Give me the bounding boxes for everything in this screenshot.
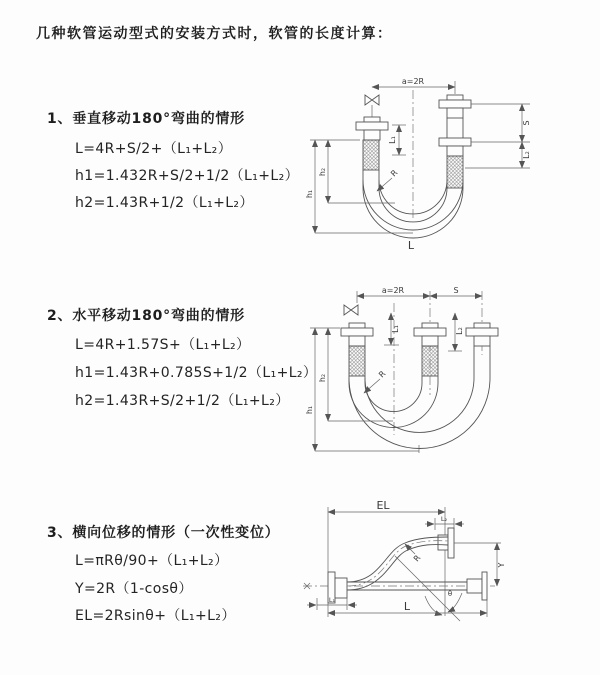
dim-l1-label: L₁ bbox=[388, 136, 397, 144]
section-2-formula-L: L=4R+1.57S+（L₁+L₂） bbox=[75, 337, 251, 353]
dim-r-label: R bbox=[411, 553, 423, 564]
diagram-lateral-displacement bbox=[295, 498, 600, 663]
dim-l2-label: L₂ bbox=[522, 151, 531, 159]
dim-l1-label: L₁ bbox=[391, 325, 400, 333]
dim-s-label: S bbox=[453, 286, 459, 295]
dim-h2-label: h₂ bbox=[318, 167, 327, 177]
section-1-formula-h2: h2=1.43R+1/2（L₁+L₂） bbox=[75, 195, 254, 211]
section-1-formula-L: L=4R+S/2+（L₁+L₂） bbox=[75, 141, 233, 157]
dim-r-label: R bbox=[389, 168, 400, 179]
dim-a2r-label: a=2R bbox=[381, 286, 405, 295]
section-1-formula-h1: h1=1.432R+S/2+1/2（L₁+L₂） bbox=[75, 168, 299, 184]
dim-theta-label: θ bbox=[447, 590, 453, 598]
section-2-formula-h2: h2=1.43R+S/2+1/2（L₁+L₂） bbox=[75, 393, 290, 409]
dim-el-label: EL bbox=[376, 499, 390, 512]
dim-y-label: Y bbox=[497, 562, 506, 568]
valve-icon bbox=[365, 95, 379, 105]
dim-l-label: L bbox=[403, 600, 411, 613]
dim-l2-label: L₂ bbox=[440, 515, 448, 523]
braided-hose-middle bbox=[422, 346, 438, 376]
section-3-formula-L: L=πRθ/90+（L₁+L₂） bbox=[75, 553, 229, 569]
dim-l1-label: L₁ bbox=[328, 596, 336, 604]
page-title: 几种软管运动型式的安装方式时，软管的长度计算： bbox=[36, 26, 393, 42]
braided-hose-right bbox=[447, 156, 463, 188]
dim-l-label: L bbox=[407, 239, 415, 252]
valve-icon bbox=[344, 305, 358, 315]
dim-h2-label: h₂ bbox=[318, 373, 327, 383]
braided-hose-left bbox=[363, 140, 379, 170]
braided-hose-left bbox=[349, 346, 365, 376]
dim-r-label: R bbox=[377, 369, 388, 380]
dim-a2r-label: a=2R bbox=[401, 77, 425, 86]
dim-l2-label: L₂ bbox=[455, 327, 464, 335]
section-1-heading: 1、垂直移动180°弯曲的情形 bbox=[47, 111, 245, 127]
dim-h1-label: h₁ bbox=[305, 405, 314, 415]
section-3-heading: 3、横向位移的情形（一次性变位） bbox=[47, 525, 280, 541]
section-2-heading: 2、水平移动180°弯曲的情形 bbox=[47, 308, 245, 324]
diagram-horizontal-180-bend bbox=[300, 283, 595, 478]
dim-s-label: S bbox=[522, 120, 531, 126]
diagram-vertical-180-bend bbox=[300, 72, 595, 267]
section-3-formula-EL: EL=2Rsinθ+（L₁+L₂） bbox=[75, 608, 236, 624]
section-2-formula-h1: h1=1.43R+0.785S+1/2（L₁+L₂） bbox=[75, 365, 318, 381]
dim-h1-label: h₁ bbox=[305, 189, 314, 199]
section-3-formula-Y: Y=2R（1-cosθ） bbox=[75, 581, 193, 597]
